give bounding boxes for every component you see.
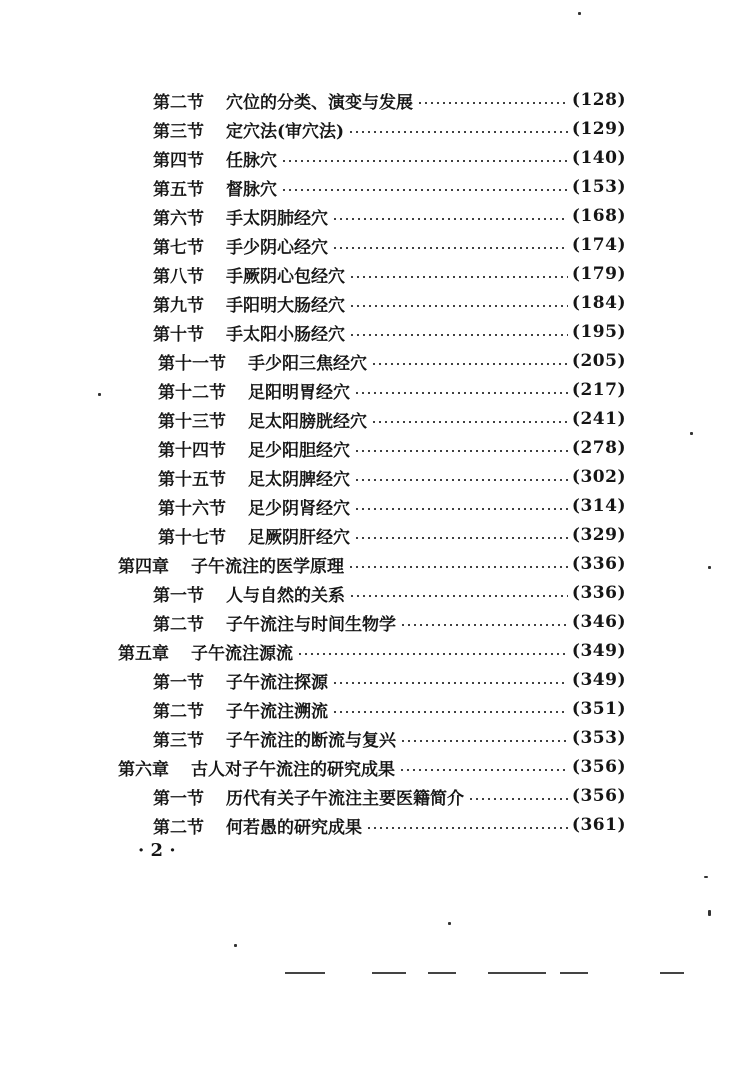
toc-entry (153, 608, 626, 636)
section-title: 任脉穴 (226, 150, 277, 171)
toc-entry (158, 376, 626, 404)
page-number: (349) (571, 641, 626, 661)
section-number: 第二节 (153, 92, 204, 113)
toc-entry (158, 463, 626, 491)
section-title: 子午流注探源 (226, 672, 328, 693)
section-number: 第十七节 (158, 527, 226, 548)
section-number: 第二节 (153, 614, 204, 635)
toc-entry (153, 289, 626, 317)
toc-entry (153, 782, 626, 810)
dot-leader (332, 218, 568, 220)
section-title: 足少阴肾经穴 (248, 498, 350, 519)
page-number: (302) (571, 467, 626, 487)
dot-leader (354, 392, 568, 394)
page-number: (140) (571, 148, 626, 168)
toc-entry (153, 231, 626, 259)
toc-entry (158, 492, 626, 520)
dot-leader (371, 363, 568, 365)
section-title: 何若愚的研究成果 (226, 817, 362, 838)
scan-rule (560, 972, 588, 974)
section-title: 手少阴心经穴 (226, 237, 328, 258)
section-number: 第七节 (153, 237, 204, 258)
dot-leader (348, 131, 568, 133)
section-title: 历代有关子午流注主要医籍简介 (226, 788, 464, 809)
toc-entry (153, 86, 626, 114)
section-number: 第十六节 (158, 498, 226, 519)
scan-speck (708, 910, 711, 916)
dot-leader (332, 711, 568, 713)
section-number: 第三节 (153, 121, 204, 142)
scan-speck (448, 922, 451, 925)
page-number: (179) (571, 264, 626, 284)
section-number: 第四节 (153, 150, 204, 171)
section-number: 第五节 (153, 179, 204, 200)
dot-leader (400, 740, 568, 742)
toc-chapter (118, 550, 626, 578)
section-number: 第二节 (153, 701, 204, 722)
toc-entry (158, 521, 626, 549)
section-number: 第九节 (153, 295, 204, 316)
section-number: 第一节 (153, 788, 204, 809)
toc-entry (153, 115, 626, 143)
page-number: (153) (571, 177, 626, 197)
scan-rule (428, 972, 456, 974)
section-title: 人与自然的关系 (226, 585, 345, 606)
dot-leader (354, 508, 568, 510)
dot-leader (349, 334, 568, 336)
section-title: 手少阳三焦经穴 (248, 353, 367, 374)
dot-leader (349, 595, 568, 597)
section-number: 第二节 (153, 817, 204, 838)
page-number: (356) (571, 786, 626, 806)
toc-entry (153, 318, 626, 346)
toc-entry (153, 173, 626, 201)
page-number: (129) (571, 119, 626, 139)
section-number: 第一节 (153, 585, 204, 606)
page-number: (361) (571, 815, 626, 835)
scan-speck (708, 566, 711, 569)
dot-leader (354, 479, 568, 481)
section-number: 第十二节 (158, 382, 226, 403)
section-title: 子午流注的断流与复兴 (226, 730, 396, 751)
section-title: 子午流注溯流 (226, 701, 328, 722)
toc-entry (153, 811, 626, 839)
section-title: 穴位的分类、演变与发展 (226, 92, 413, 113)
page-number: (217) (571, 380, 626, 400)
section-number: 第六节 (153, 208, 204, 229)
dot-leader (332, 682, 568, 684)
page-number: (336) (571, 583, 626, 603)
section-title: 足太阳膀胱经穴 (248, 411, 367, 432)
page-number: (128) (571, 90, 626, 110)
page-number: (241) (571, 409, 626, 429)
scan-speck (690, 432, 693, 435)
chapter-title: 子午流注的医学原理 (191, 556, 344, 577)
page-number: (349) (571, 670, 626, 690)
section-number: 第十三节 (158, 411, 226, 432)
page-number: (346) (571, 612, 626, 632)
section-title: 足阳明胃经穴 (248, 382, 350, 403)
dot-leader (468, 798, 568, 800)
chapter-number: 第四章 (118, 556, 169, 577)
scan-speck (704, 876, 708, 878)
dot-leader (417, 102, 568, 104)
toc-entry (153, 724, 626, 752)
section-title: 足太阴脾经穴 (248, 469, 350, 490)
dot-leader (281, 160, 568, 162)
dot-leader (366, 827, 568, 829)
toc-entry (153, 695, 626, 723)
scan-rule (660, 972, 684, 974)
section-title: 督脉穴 (226, 179, 277, 200)
page-number: (336) (571, 554, 626, 574)
page-number: (356) (571, 757, 626, 777)
scan-speck (578, 12, 581, 15)
section-title: 手厥阴心包经穴 (226, 266, 345, 287)
chapter-number: 第六章 (118, 759, 169, 780)
page-number: (314) (571, 496, 626, 516)
page-number: (353) (571, 728, 626, 748)
page-number: (278) (571, 438, 626, 458)
toc-entry (158, 405, 626, 433)
chapter-title: 古人对子午流注的研究成果 (191, 759, 395, 780)
scan-rule (488, 972, 546, 974)
scan-speck (234, 944, 237, 947)
toc-entry (153, 202, 626, 230)
page-number: (205) (571, 351, 626, 371)
section-number: 第一节 (153, 672, 204, 693)
dot-leader (349, 305, 568, 307)
section-title: 定穴法(审穴法) (226, 121, 345, 142)
chapter-number: 第五章 (118, 643, 169, 664)
toc-entry (153, 579, 626, 607)
dot-leader (348, 566, 568, 568)
section-title: 手阳明大肠经穴 (226, 295, 345, 316)
section-number: 第三节 (153, 730, 204, 751)
section-title: 子午流注与时间生物学 (226, 614, 396, 635)
dot-leader (354, 450, 568, 452)
dot-leader (349, 276, 568, 278)
dot-leader (332, 247, 568, 249)
page-number: (351) (571, 699, 626, 719)
section-number: 第八节 (153, 266, 204, 287)
dot-leader (371, 421, 568, 423)
chapter-title: 子午流注源流 (191, 643, 293, 664)
dot-leader (400, 624, 568, 626)
toc-chapter (118, 753, 626, 781)
page-folio: · 2 · (138, 840, 176, 861)
section-title: 手太阴肺经穴 (226, 208, 328, 229)
scan-speck (98, 393, 101, 396)
toc-chapter (118, 637, 626, 665)
scan-rule (285, 972, 325, 974)
section-number: 第十节 (153, 324, 204, 345)
dot-leader (297, 653, 568, 655)
dot-leader (354, 537, 568, 539)
toc-entry (153, 260, 626, 288)
toc-entry (153, 666, 626, 694)
dot-leader (399, 769, 568, 771)
section-number: 第十五节 (158, 469, 226, 490)
page-number: (174) (571, 235, 626, 255)
toc-entry (158, 347, 626, 375)
section-number: 第十一节 (158, 353, 226, 374)
section-title: 足少阳胆经穴 (248, 440, 350, 461)
section-number: 第十四节 (158, 440, 226, 461)
scan-rule (372, 972, 406, 974)
section-title: 足厥阴肝经穴 (248, 527, 350, 548)
dot-leader (281, 189, 568, 191)
section-title: 手太阳小肠经穴 (226, 324, 345, 345)
page-number: (329) (571, 525, 626, 545)
page-number: (184) (571, 293, 626, 313)
page-number: (195) (571, 322, 626, 342)
toc-entry (158, 434, 626, 462)
page-number: (168) (571, 206, 626, 226)
toc-entry (153, 144, 626, 172)
